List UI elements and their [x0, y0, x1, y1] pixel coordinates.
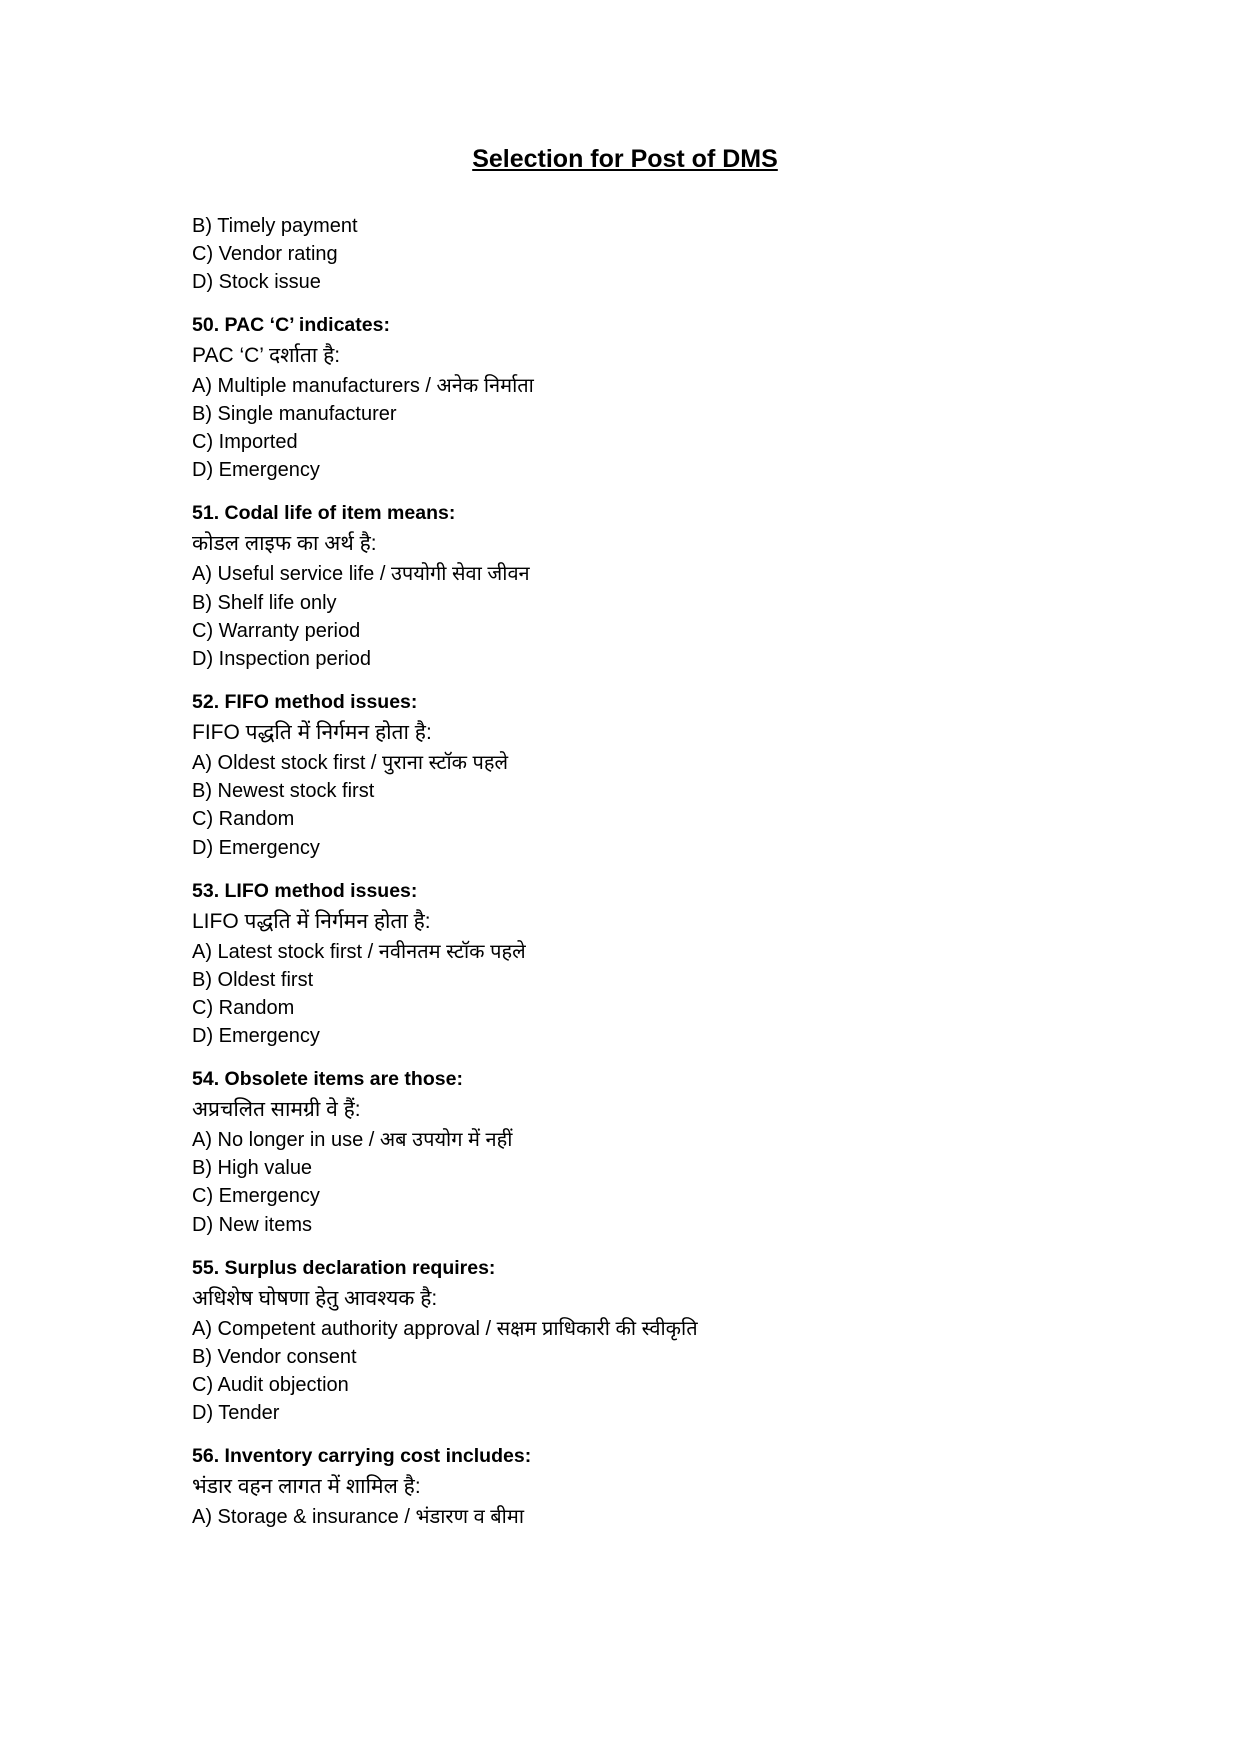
option-a: A) Multiple manufacturers / अनेक निर्माता — [192, 374, 534, 397]
question-block-51 — [192, 499, 1241, 673]
option-a: A) Competent authority approval / सक्षम प्राधिकारी की स्वीकृति — [192, 1317, 698, 1340]
option-d: D) Inspection period — [192, 647, 371, 670]
option-b: B) High value — [192, 1157, 313, 1180]
continued-options — [192, 212, 1241, 297]
question-text-hindi: कोडल लाइफ का अर्थ है: — [192, 532, 377, 556]
option-d: D) New items — [192, 1213, 313, 1236]
question-block-56 — [192, 1442, 1241, 1531]
option-d: D) Emergency — [192, 1025, 320, 1048]
option-b: B) Timely payment — [192, 214, 358, 237]
question-block-54 — [192, 1065, 1241, 1239]
option-c: C) Emergency — [192, 1185, 320, 1208]
option-a: A) Storage & insurance / भंडारण व बीमा — [192, 1506, 525, 1529]
question-text-hindi: FIFO पद्धति में निर्गमन होता है: — [192, 720, 432, 744]
option-c: C) Random — [192, 808, 295, 831]
option-a: A) No longer in use / अब उपयोग में नहीं — [192, 1129, 513, 1152]
question-text: 50. PAC ‘C’ indicates: — [192, 313, 390, 336]
question-block-50 — [192, 311, 1241, 485]
option-b: B) Single manufacturer — [192, 403, 397, 426]
question-text: 54. Obsolete items are those: — [192, 1068, 463, 1091]
option-c: C) Random — [192, 996, 295, 1019]
document-body — [192, 212, 1241, 1532]
question-text: 55. Surplus declaration requires: — [192, 1256, 496, 1279]
option-b: B) Newest stock first — [192, 780, 375, 803]
question-block-52 — [192, 688, 1241, 862]
option-d: D) Emergency — [192, 836, 320, 859]
option-a: A) Oldest stock first / पुराना स्टॉक पहले — [192, 751, 509, 774]
question-text-hindi: LIFO पद्धति में निर्गमन होता है: — [192, 909, 431, 933]
option-d: D) Tender — [192, 1402, 280, 1425]
page-title: Selection for Post of DMS — [472, 145, 778, 173]
option-c: C) Audit objection — [192, 1373, 349, 1396]
option-a: A) Useful service life / उपयोगी सेवा जीवन — [192, 563, 530, 586]
option-c: C) Warranty period — [192, 619, 361, 642]
question-text: 56. Inventory carrying cost includes: — [192, 1445, 532, 1468]
question-text: 52. FIFO method issues: — [192, 690, 418, 713]
question-text-hindi: PAC ‘C’ दर्शाता है: — [192, 343, 341, 367]
option-c: C) Vendor rating — [192, 242, 338, 265]
option-b: B) Shelf life only — [192, 591, 337, 614]
question-text: 51. Codal life of item means: — [192, 502, 456, 525]
question-text-hindi: भंडार वहन लागत में शामिल है: — [192, 1475, 421, 1499]
question-text-hindi: अप्रचलित सामग्री वे हैं: — [192, 1098, 361, 1122]
option-d: D) Emergency — [192, 459, 320, 482]
option-b: B) Vendor consent — [192, 1345, 357, 1368]
question-text: 53. LIFO method issues: — [192, 879, 418, 902]
option-d: D) Stock issue — [192, 270, 321, 293]
option-c: C) Imported — [192, 431, 298, 454]
question-block-53 — [192, 877, 1241, 1051]
question-block-55 — [192, 1254, 1241, 1428]
option-a: A) Latest stock first / नवीनतम स्टॉक पहले — [192, 940, 526, 963]
question-text-hindi: अधिशेष घोषणा हेतु आवश्यक है: — [192, 1286, 438, 1310]
option-b: B) Oldest first — [192, 968, 314, 991]
